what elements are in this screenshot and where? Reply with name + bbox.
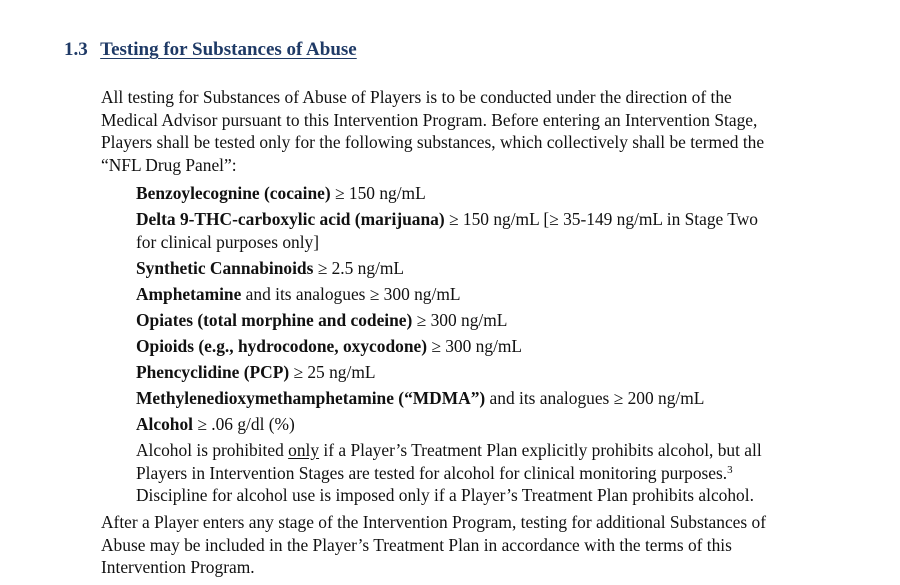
closing-line: Abuse may be included in the Player’s Treatment Plan in accordance with the terms of this bbox=[101, 534, 732, 555]
substance-pcp bbox=[136, 361, 846, 384]
note-text: Alcohol is prohibited bbox=[136, 440, 289, 460]
substance-alcohol bbox=[136, 413, 846, 436]
note-text: if a Player’s Treatment Plan explicitly prohibits alcohol, but all bbox=[319, 440, 762, 460]
substance-amphetamine bbox=[136, 283, 846, 306]
drug-panel-list bbox=[136, 182, 846, 439]
intro-line: All testing for Substances of Abuse of Players is to be conducted under the direction of the bbox=[101, 87, 732, 107]
substance-name: Methylenedioxymethamphetamine (“MDMA”) bbox=[136, 387, 486, 408]
alcohol-note-line: Discipline for alcohol use is imposed only if a Player’s Treatment Plan prohibits alcohol. bbox=[136, 485, 754, 505]
substance-threshold: ≥ 300 ng/mL bbox=[412, 309, 508, 330]
substance-threshold: ≥ 150 ng/mL [≥ 35-149 ng/mL in Stage Two bbox=[444, 209, 758, 229]
section-number: 1.3 bbox=[64, 39, 88, 60]
note-text: Players in Intervention Stages are tested for alcohol for clinical monitoring purposes. bbox=[136, 462, 728, 483]
alcohol-note bbox=[136, 439, 844, 507]
substance-name: Opiates (total morphine and codeine) bbox=[136, 309, 413, 330]
intro-line: Players shall be tested only for the following substances, which collectively shall be termed the bbox=[101, 132, 765, 152]
substance-threshold: ≥ 25 ng/mL bbox=[289, 361, 376, 382]
closing-paragraph bbox=[101, 511, 844, 579]
substance-name: Amphetamine bbox=[136, 283, 242, 304]
substance-name: Synthetic Cannabinoids bbox=[136, 257, 314, 278]
section-heading bbox=[64, 39, 357, 61]
intro-line: “NFL Drug Panel”: bbox=[101, 154, 237, 175]
closing-line: After a Player enters any stage of the Intervention Program, testing for additional Substances of bbox=[101, 512, 766, 532]
closing-line: Intervention Program. bbox=[101, 557, 255, 577]
substance-opioids bbox=[136, 335, 846, 358]
substance-synthetic-cannabinoids bbox=[136, 257, 846, 280]
substance-threshold: ≥ 150 ng/mL bbox=[330, 183, 426, 203]
substance-mdma bbox=[136, 387, 846, 410]
substance-threshold: ≥ 2.5 ng/mL bbox=[313, 257, 405, 278]
alcohol-note-line bbox=[136, 439, 844, 462]
intro-line: Medical Advisor pursuant to this Intervention Program. Before entering an Intervention Stage, bbox=[101, 109, 758, 130]
substance-threshold: ≥ 200 ng/mL bbox=[609, 387, 705, 408]
substance-name: Delta 9-THC-carboxylic acid (marijuana) bbox=[136, 209, 445, 229]
substance-name: Opioids (e.g., hydrocodone, oxycodone) bbox=[136, 335, 427, 356]
emphasis-only: only bbox=[288, 440, 320, 460]
substance-threshold: ≥ .06 g/dl (%) bbox=[193, 413, 295, 434]
intro-paragraph bbox=[101, 86, 844, 176]
substance-name: Phencyclidine (PCP) bbox=[136, 361, 290, 382]
substance-cocaine bbox=[136, 182, 846, 205]
substance-threshold: ≥ 300 ng/mL bbox=[365, 283, 461, 304]
substance-qualifier: and its analogues bbox=[241, 283, 366, 304]
substance-continuation: for clinical purposes only] bbox=[136, 231, 320, 252]
substance-opiates bbox=[136, 309, 846, 332]
substance-qualifier: and its analogues bbox=[485, 387, 610, 408]
section-title: Testing for Substances of Abuse bbox=[100, 39, 357, 60]
alcohol-note-line bbox=[136, 462, 844, 485]
substance-name: Alcohol bbox=[136, 413, 194, 434]
substance-name: Benzoylecognine (cocaine) bbox=[136, 183, 331, 203]
footnote-marker[interactable]: 3 bbox=[727, 463, 733, 476]
substance-threshold: ≥ 300 ng/mL bbox=[427, 335, 523, 356]
substance-marijuana bbox=[136, 208, 846, 253]
